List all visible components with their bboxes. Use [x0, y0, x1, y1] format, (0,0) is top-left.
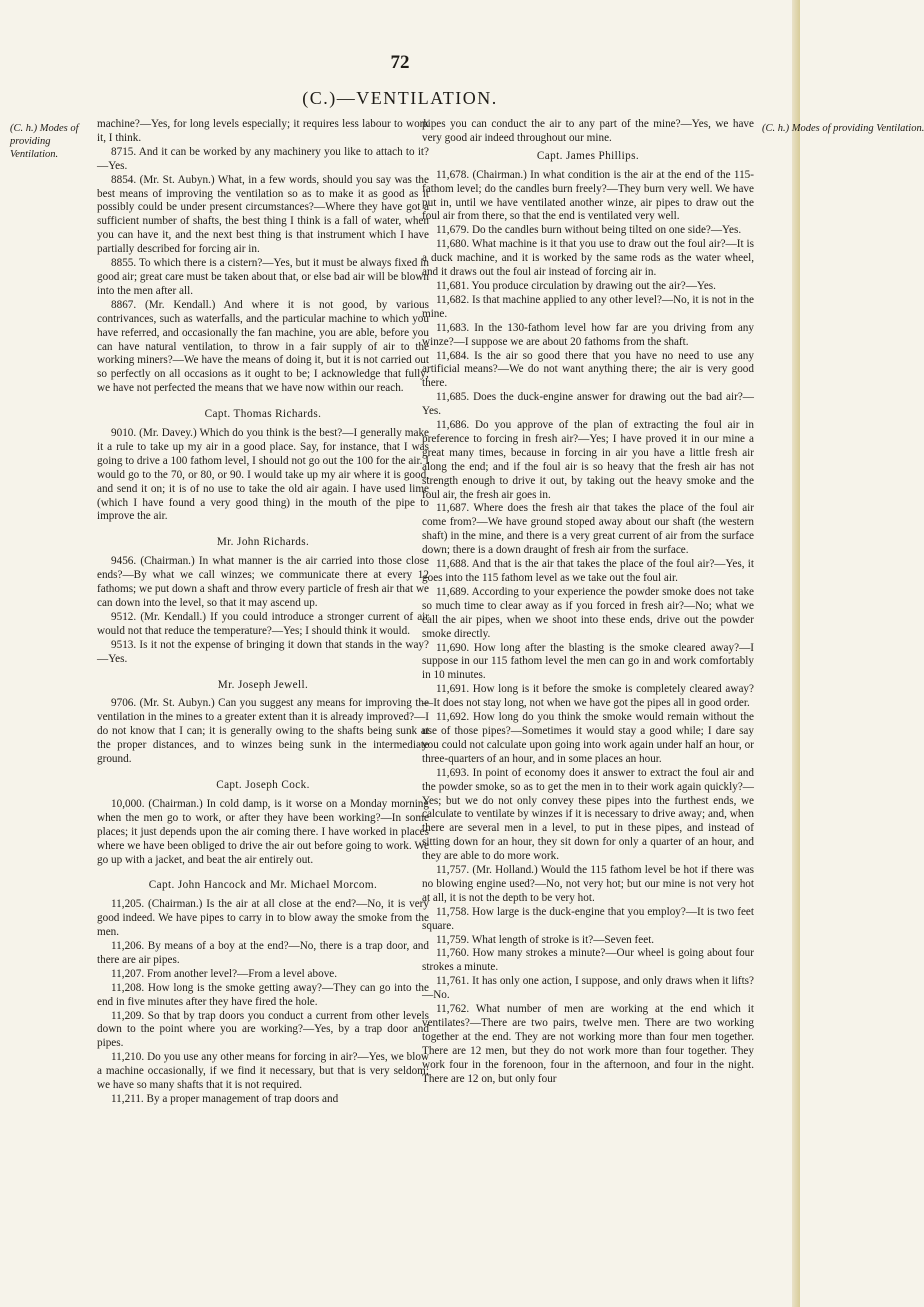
witness-heading: Capt. James Phillips.: [536, 149, 640, 162]
testimony-paragraph: 8867. (Mr. Kendall.) And where it is not good, by various contrivances, such as waterfalls, and the particular machine to which you have referred, and occasionally the fan machine, you are able, before you can have natural ventilation, to throw in a fair supply of air to the working miners?—We have the means of doing it, but it is not carried out so perfectly on all occasions as it ought to be; I acknowledge that fully; we have not perfected the means that we have now within our reach.: [97, 298, 429, 395]
testimony-paragraph: 8715. And it can be worked by any machinery you like to attach to it?—Yes.: [97, 145, 429, 172]
testimony-paragraph: 11,757. (Mr. Holland.) Would the 115 fathom level be hot if there was no blowing engine used?—No, not very hot; but our mine is not very hot at all, it is not the depth to be very hot.: [422, 864, 754, 904]
testimony-paragraph: 11,761. It has only one action, I suppose, and only draws when it lifts?—No.: [422, 975, 754, 1002]
witness-heading: Mr. John Richards.: [216, 536, 310, 549]
testimony-paragraph: 11,679. Do the candles burn without being tilted on one side?—Yes.: [436, 224, 742, 237]
testimony-paragraph: 9512. (Mr. Kendall.) If you could introduce a stronger current of air would not that reduce the temperature?—Yes; I should think it would.: [97, 610, 429, 637]
testimony-paragraph: pipes you can conduct the air to any part of the mine?—Yes, we have very good air indeed throughout our mine.: [422, 118, 754, 144]
testimony-paragraph: 11,209. So that by trap doors you conduct a current from other levels down to the point where you are working?—Yes, by a trap door and pipes.: [97, 1009, 429, 1050]
testimony-paragraph: 11,682. Is that machine applied to any other level?—No, it is not in the mine.: [422, 293, 754, 320]
witness-heading: Mr. Joseph Jewell.: [217, 678, 309, 691]
right-column: [422, 118, 754, 1087]
testimony-paragraph: 11,205. (Chairman.) Is the air at all close at the end?—No, it is very good indeed. We have pipes to carry in to blow away the smoke from the men.: [97, 898, 429, 939]
testimony-paragraph: 11,684. Is the air so good there that you have no need to use any artificial means?—We do not want anything there; the air is very good there.: [422, 349, 754, 390]
page-edge: [792, 0, 800, 1307]
witness-heading: Capt. Thomas Richards.: [204, 408, 322, 421]
testimony-paragraph: 11,686. Do you approve of the plan of extracting the foul air in preference to forcing in fresh air?—Yes; I have proved it in our mine a great many times, because in forcing in air you have a little fresh air along the end; and if the foul air is so heavy that the fresh air has not strength enough to drive it out, by taking out the heavy smoke and the foul air, the fresh air goes in.: [422, 419, 754, 501]
testimony-paragraph: 9513. Is it not the expense of bringing it down that stands in the way?—Yes.: [97, 638, 429, 665]
testimony-paragraph: 9010. (Mr. Davey.) Which do you think is the best?—I generally make it a rule to take up my air in a good place. Say, for instance, that I was going to drive a 100 fathom level, I should not go out the 100 for the air. I would go to the 70, or 80, or 90. I would take up my air where it is good, and send it on; it is of no use to take the old air again. I have used lime (which I have found a very good thing) in the mouth of the pipe to improve the air.: [97, 427, 429, 523]
testimony-paragraph: 11,681. You produce circulation by drawing out the air?—Yes.: [436, 279, 716, 292]
margin-note-left: (C. h.) Modes of providing Ventilation.: [10, 123, 79, 160]
testimony-paragraph: 11,211. By a proper management of trap doors and: [111, 1093, 339, 1105]
testimony-paragraph: 11,760. How many strokes a minute?—Our wheel is going about four strokes a minute.: [422, 947, 754, 974]
witness-heading: Capt. John Hancock and Mr. Michael Morcom.: [148, 879, 378, 892]
testimony-paragraph: 11,693. In point of economy does it answer to extract the foul air and the powder smoke, so as to get the men in to their work again quickly?—Yes; but we do not only convey these pipes into the furthest ends, we calculate to ventilate by winzes if it is necessary to drive away; and, when there are several men in a level, to put in these pipes, and instead of sitting down for an hour, they sit down for only a quarter of an hour, and they are able to do more work.: [422, 766, 754, 863]
testimony-paragraph: 11,683. In the 130-fathom level how far are you driving from any winze?—I suppose we are about 20 fathoms from the shaft.: [422, 321, 754, 348]
testimony-paragraph: 11,688. And that is the air that takes the place of the foul air?—Yes, it goes into the 115 fathom level as we take out the foul air.: [422, 558, 754, 584]
testimony-paragraph: 11,687. Where does the fresh air that takes the place of the foul air come from?—We have ground stoped away about our shaft (the western shaft) in the mine, and there is a very great current of air from the surface down; there is a down draught of fresh air from the surface.: [422, 502, 754, 557]
testimony-paragraph: 9706. (Mr. St. Aubyn.) Can you suggest any means for improving the ventilation in the mines to a greater extent than it is already improved?—I do not know that I can; it is generally owing to the shafts being sunk at the proper distances, and to winzes being sunk in the intermediate ground.: [97, 697, 429, 766]
testimony-paragraph: 11,208. How long is the smoke getting away?—They can go into the end in five minutes after they have fired the hole.: [97, 981, 429, 1008]
testimony-paragraph: 11,758. How large is the duck-engine that you employ?—It is two feet square.: [422, 905, 754, 932]
testimony-paragraph: 11,692. How long do you think the smoke would remain without the use of those pipes?—Sometimes it would stay a good while; I dare say you could not calculate upon going into work again under half an hour, or three-quarters of an hour, and in some places an hour.: [422, 711, 754, 765]
testimony-paragraph: 11,678. (Chairman.) In what condition is the air at the end of the 115-fathom level; do the candles burn freely?—They burn very well. We have put in, until we have ventilated another winze, air pipes to draw out the foul air from there, so that the end is ventilated very well.: [422, 168, 754, 223]
testimony-paragraph: 11,762. What number of men are working at the end which it ventilates?—There are two pairs, twelve men. There are two working together at the end. They are not working more than four men together. There are 12 men, but they do not work more than four together. They work four in the forenoon, four in the afternoon, and four in the night. There are 12 on, but only four: [422, 1003, 754, 1085]
testimony-paragraph: 8855. To which there is a cistern?—Yes, but it must be always fixed in good air; great care must be taken about that, or else bad air will be blown into the men after all.: [97, 257, 429, 297]
margin-note-right: (C. h.) Modes of providing Ventilation.: [762, 123, 924, 134]
testimony-paragraph: 11,691. How long is it before the smoke is completely cleared away?—It does not stay long, not when we have got the pipes all in good order.: [422, 683, 754, 710]
testimony-paragraph: 11,689. According to your experience the powder smoke does not take so much time to clear away as if you forced in fresh air?—No; what we call the air pipes, when we shoot into these ends, drive out the powder smoke directly.: [422, 585, 754, 640]
testimony-paragraph: 11,210. Do you use any other means for forcing in air?—Yes, we blow a machine occasionally, if we find it necessary, but that is very seldom; we have so many shafts that it is not required.: [97, 1051, 429, 1092]
running-head: (C.)—VENTILATION.: [302, 88, 498, 108]
testimony-paragraph: 11,759. What length of stroke is it?—Seven feet.: [436, 933, 655, 946]
testimony-paragraph: 11,206. By means of a boy at the end?—No, there is a trap door, and there are air pipes.: [97, 940, 429, 966]
left-column: [97, 118, 429, 1107]
testimony-paragraph: 8854. (Mr. St. Aubyn.) What, in a few words, should you say was the best means of improving the ventilation so as to make it as good as it possibly could be under present circumstances?—Where they have got a sufficient number of shafts, the best thing I think is a fall of water, when you can have it, and the next best thing is that instrument which I have partially described for forcing air in.: [97, 173, 429, 256]
page-number: 72: [390, 52, 410, 73]
testimony-paragraph: machine?—Yes, for long levels especially; it requires less labour to work it, I think.: [97, 118, 429, 144]
testimony-paragraph: 9456. (Chairman.) In what manner is the air carried into those close ends?—By what we call winzes; we communicate there at every 12 fathoms; we put down a shaft and throw every particle of fresh air that we can down into the level, so that it may ascend up.: [97, 555, 429, 609]
testimony-paragraph: 11,690. How long after the blasting is the smoke cleared away?—I suppose in our 115 fathom level the men can go in and work comfortably in 10 minutes.: [422, 641, 754, 682]
testimony-paragraph: 11,685. Does the duck-engine answer for drawing out the bad air?—Yes.: [422, 391, 754, 418]
testimony-paragraph: 11,207. From another level?—From a level above.: [111, 967, 338, 980]
testimony-paragraph: 11,680. What machine is it that you use to draw out the foul air?—It is a duck machine, and it is worked by the same rods as the water wheel, and it draws out the foul air instead of forcing air in.: [422, 238, 754, 279]
witness-heading: Capt. Joseph Cock.: [216, 778, 310, 791]
testimony-paragraph: 10,000. (Chairman.) In cold damp, is it worse on a Monday morning when the men go to work, or after they have been working?—In some places; it just depends upon the air coming there. I have worked in places where we have been obliged to drive the air out before going to work. We go up with a jacket, and beat the air entirely out.: [97, 797, 429, 866]
